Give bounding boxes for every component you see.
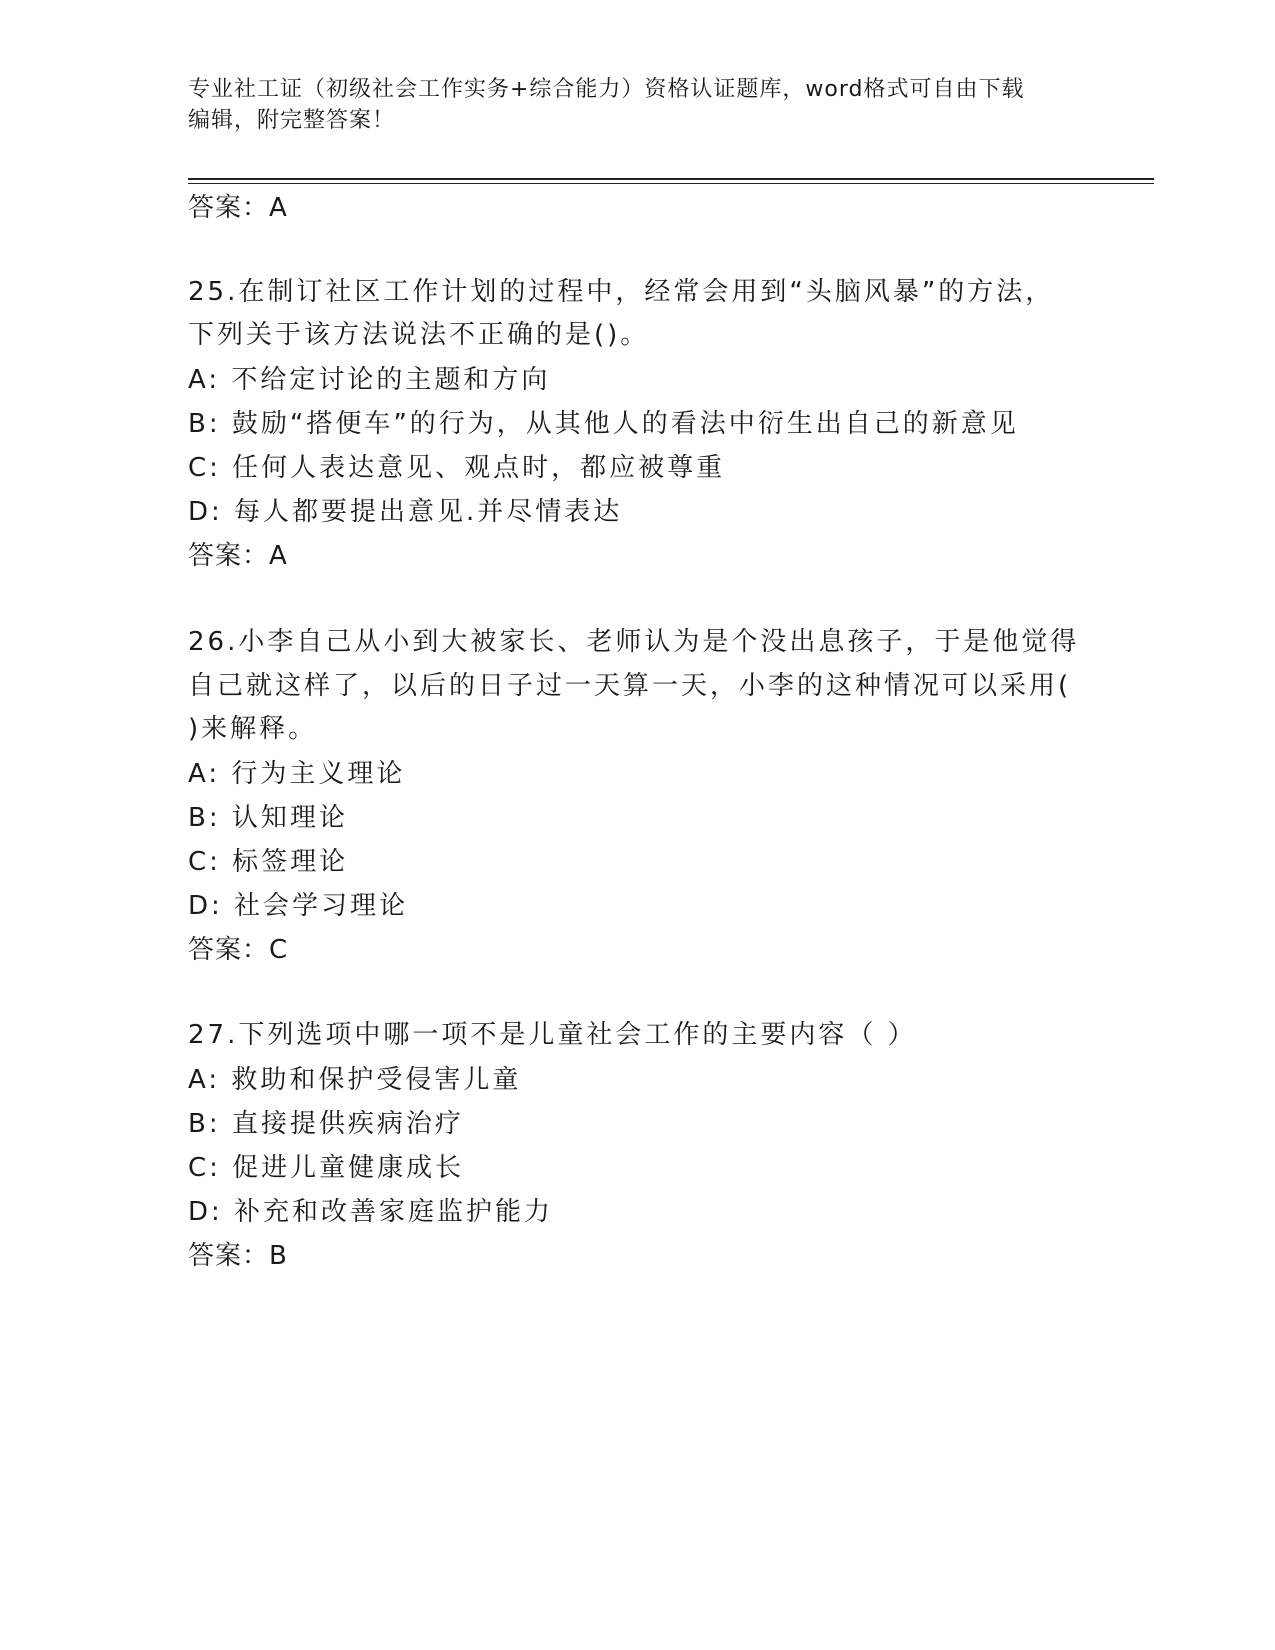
question-stem: 下列关于该方法说法不正确的是()。 — [188, 320, 650, 350]
option-a: A: 救助和保护受侵害儿童 — [188, 1065, 522, 1095]
header-rule-thin — [188, 183, 1154, 184]
header-line-2: 编辑，附完整答案！ — [188, 108, 396, 133]
header-rule-thick — [188, 178, 1154, 180]
answer: 答案：C — [188, 935, 289, 965]
option-a: A: 不给定讨论的主题和方向 — [188, 365, 551, 395]
question-stem: )来解释。 — [188, 714, 318, 744]
option-d: D: 社会学习理论 — [188, 891, 409, 921]
option-c: C: 促进儿童健康成长 — [188, 1153, 465, 1183]
option-b: B: 直接提供疾病治疗 — [188, 1109, 464, 1139]
option-a: A: 行为主义理论 — [188, 759, 406, 789]
option-d: D: 每人都要提出意见.并尽情表达 — [188, 497, 623, 527]
option-b: B: 鼓励“搭便车”的行为，从其他人的看法中衍生出自己的新意见 — [188, 409, 1019, 439]
header-line-1: 专业社工证（初级社会工作实务+综合能力）资格认证题库，word格式可自由下载 — [188, 77, 1025, 102]
document-header — [188, 74, 1088, 136]
option-b: B: 认知理论 — [188, 803, 348, 833]
question-stem: 27.下列选项中哪一项不是儿童社会工作的主要内容（ ） — [188, 1020, 917, 1050]
question-stem: 25.在制订社区工作计划的过程中，经常会用到“头脑风暴”的方法， — [188, 277, 1055, 307]
question-stem: 26.小李自己从小到大被家长、老师认为是个没出息孩子，于是他觉得 — [188, 627, 1080, 657]
option-d: D: 补充和改善家庭监护能力 — [188, 1197, 554, 1227]
option-c: C: 任何人表达意见、观点时，都应被尊重 — [188, 453, 726, 483]
answer-24: 答案：A — [188, 193, 288, 223]
answer: 答案：B — [188, 1241, 288, 1271]
question-stem: 自己就这样了，以后的日子过一天算一天，小李的这种情况可以采用( — [188, 671, 1072, 701]
answer: 答案：A — [188, 541, 288, 571]
option-c: C: 标签理论 — [188, 847, 349, 877]
